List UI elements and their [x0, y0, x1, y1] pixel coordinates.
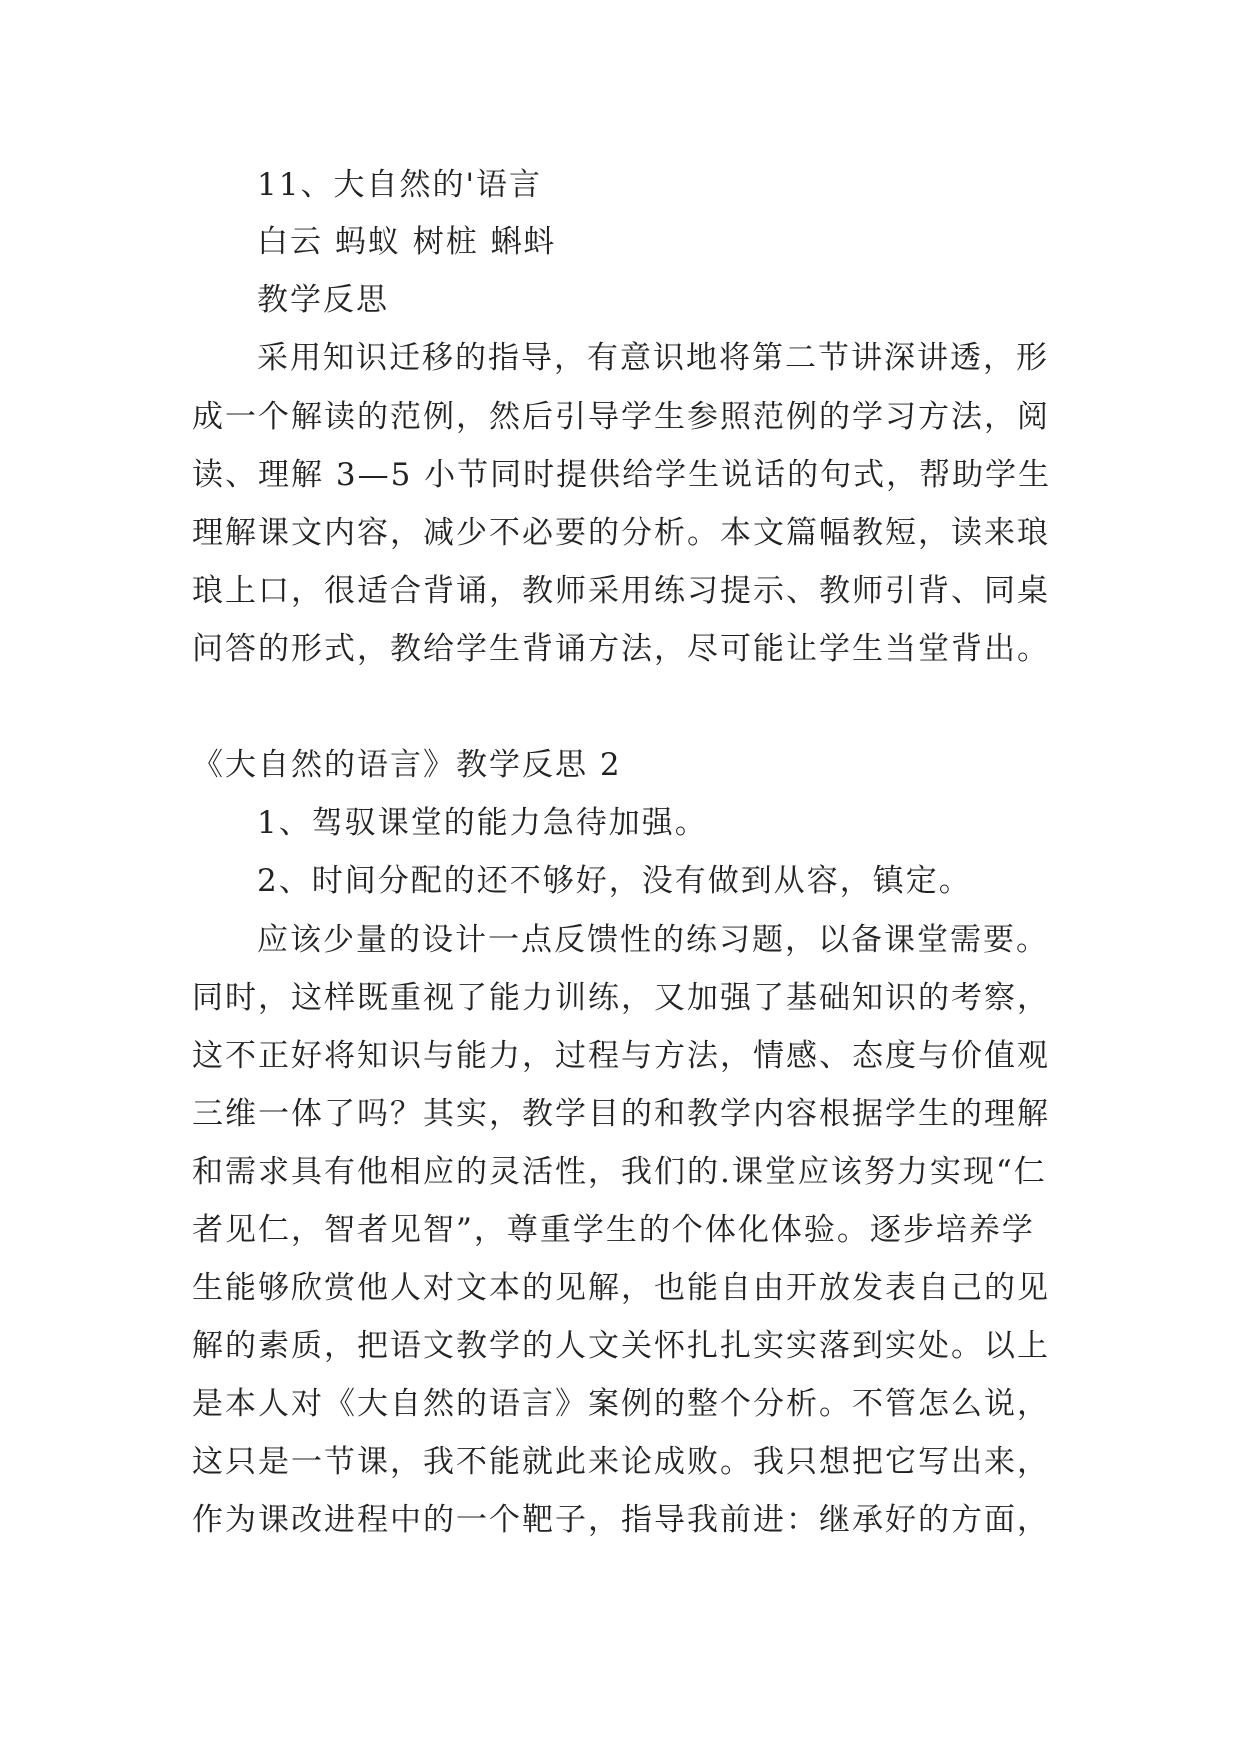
paragraph-line: 是本人对《大自然的语言》案例的整个分析。不管怎么说， — [192, 1386, 1050, 1422]
lesson-title: 11、大自然的'语言 — [257, 167, 542, 203]
paragraph-line: 生能够欣赏他人对文本的见解，也能自由开放发表自己的见 — [192, 1270, 1050, 1306]
list-item: 2、时间分配的还不够好，没有做到从容，镇定。 — [257, 863, 972, 899]
paragraph-line: 作为课改进程中的一个靶子，指导我前进：继承好的方面， — [192, 1502, 1050, 1538]
section-subtitle: 教学反思 — [257, 282, 389, 318]
paragraph-line: 理解课文内容，减少不必要的分析。本文篇幅教短，读来琅 — [192, 515, 1050, 551]
paragraph-line: 这不正好将知识与能力，过程与方法，情感、态度与价值观 — [192, 1038, 1050, 1074]
paragraph-line: 者见仁，智者见智”，尊重学生的个体化体验。逐步培养学 — [192, 1212, 1035, 1248]
section-heading: 《大自然的语言》教学反思 2 — [192, 747, 622, 783]
paragraph-line: 同时，这样既重视了能力训练，又加强了基础知识的考察， — [192, 980, 1050, 1016]
paragraph-line: 采用知识迁移的指导，有意识地将第二节讲深讲透，形 — [257, 340, 1049, 376]
paragraph-line: 这只是一节课，我不能就此来论成败。我只想把它写出来， — [192, 1444, 1050, 1480]
paragraph-line: 解的素质，把语文教学的人文关怀扎扎实实落到实处。以上 — [192, 1328, 1050, 1364]
paragraph-line: 和需求具有他相应的灵活性，我们的.课堂应该努力实现“仁 — [192, 1154, 1047, 1190]
paragraph-line: 应该少量的设计一点反馈性的练习题，以备课堂需要。 — [257, 922, 1049, 958]
paragraph-line: 成一个解读的范例，然后引导学生参照范例的学习方法，阅 — [192, 399, 1050, 435]
list-item: 1、驾驭课堂的能力急待加强。 — [257, 805, 708, 841]
paragraph-line: 三维一体了吗？其实，教学目的和教学内容根据学生的理解 — [192, 1096, 1050, 1132]
paragraph-line: 琅上口，很适合背诵，教师采用练习提示、教师引背、同桌 — [192, 573, 1050, 609]
vocabulary-words: 白云 蚂蚁 树桩 蝌蚪 — [257, 224, 557, 260]
paragraph-line: 读、理解 3—5 小节同时提供给学生说话的句式，帮助学生 — [192, 457, 1052, 493]
paragraph-line: 问答的形式，教给学生背诵方法，尽可能让学生当堂背出。 — [192, 631, 1050, 667]
